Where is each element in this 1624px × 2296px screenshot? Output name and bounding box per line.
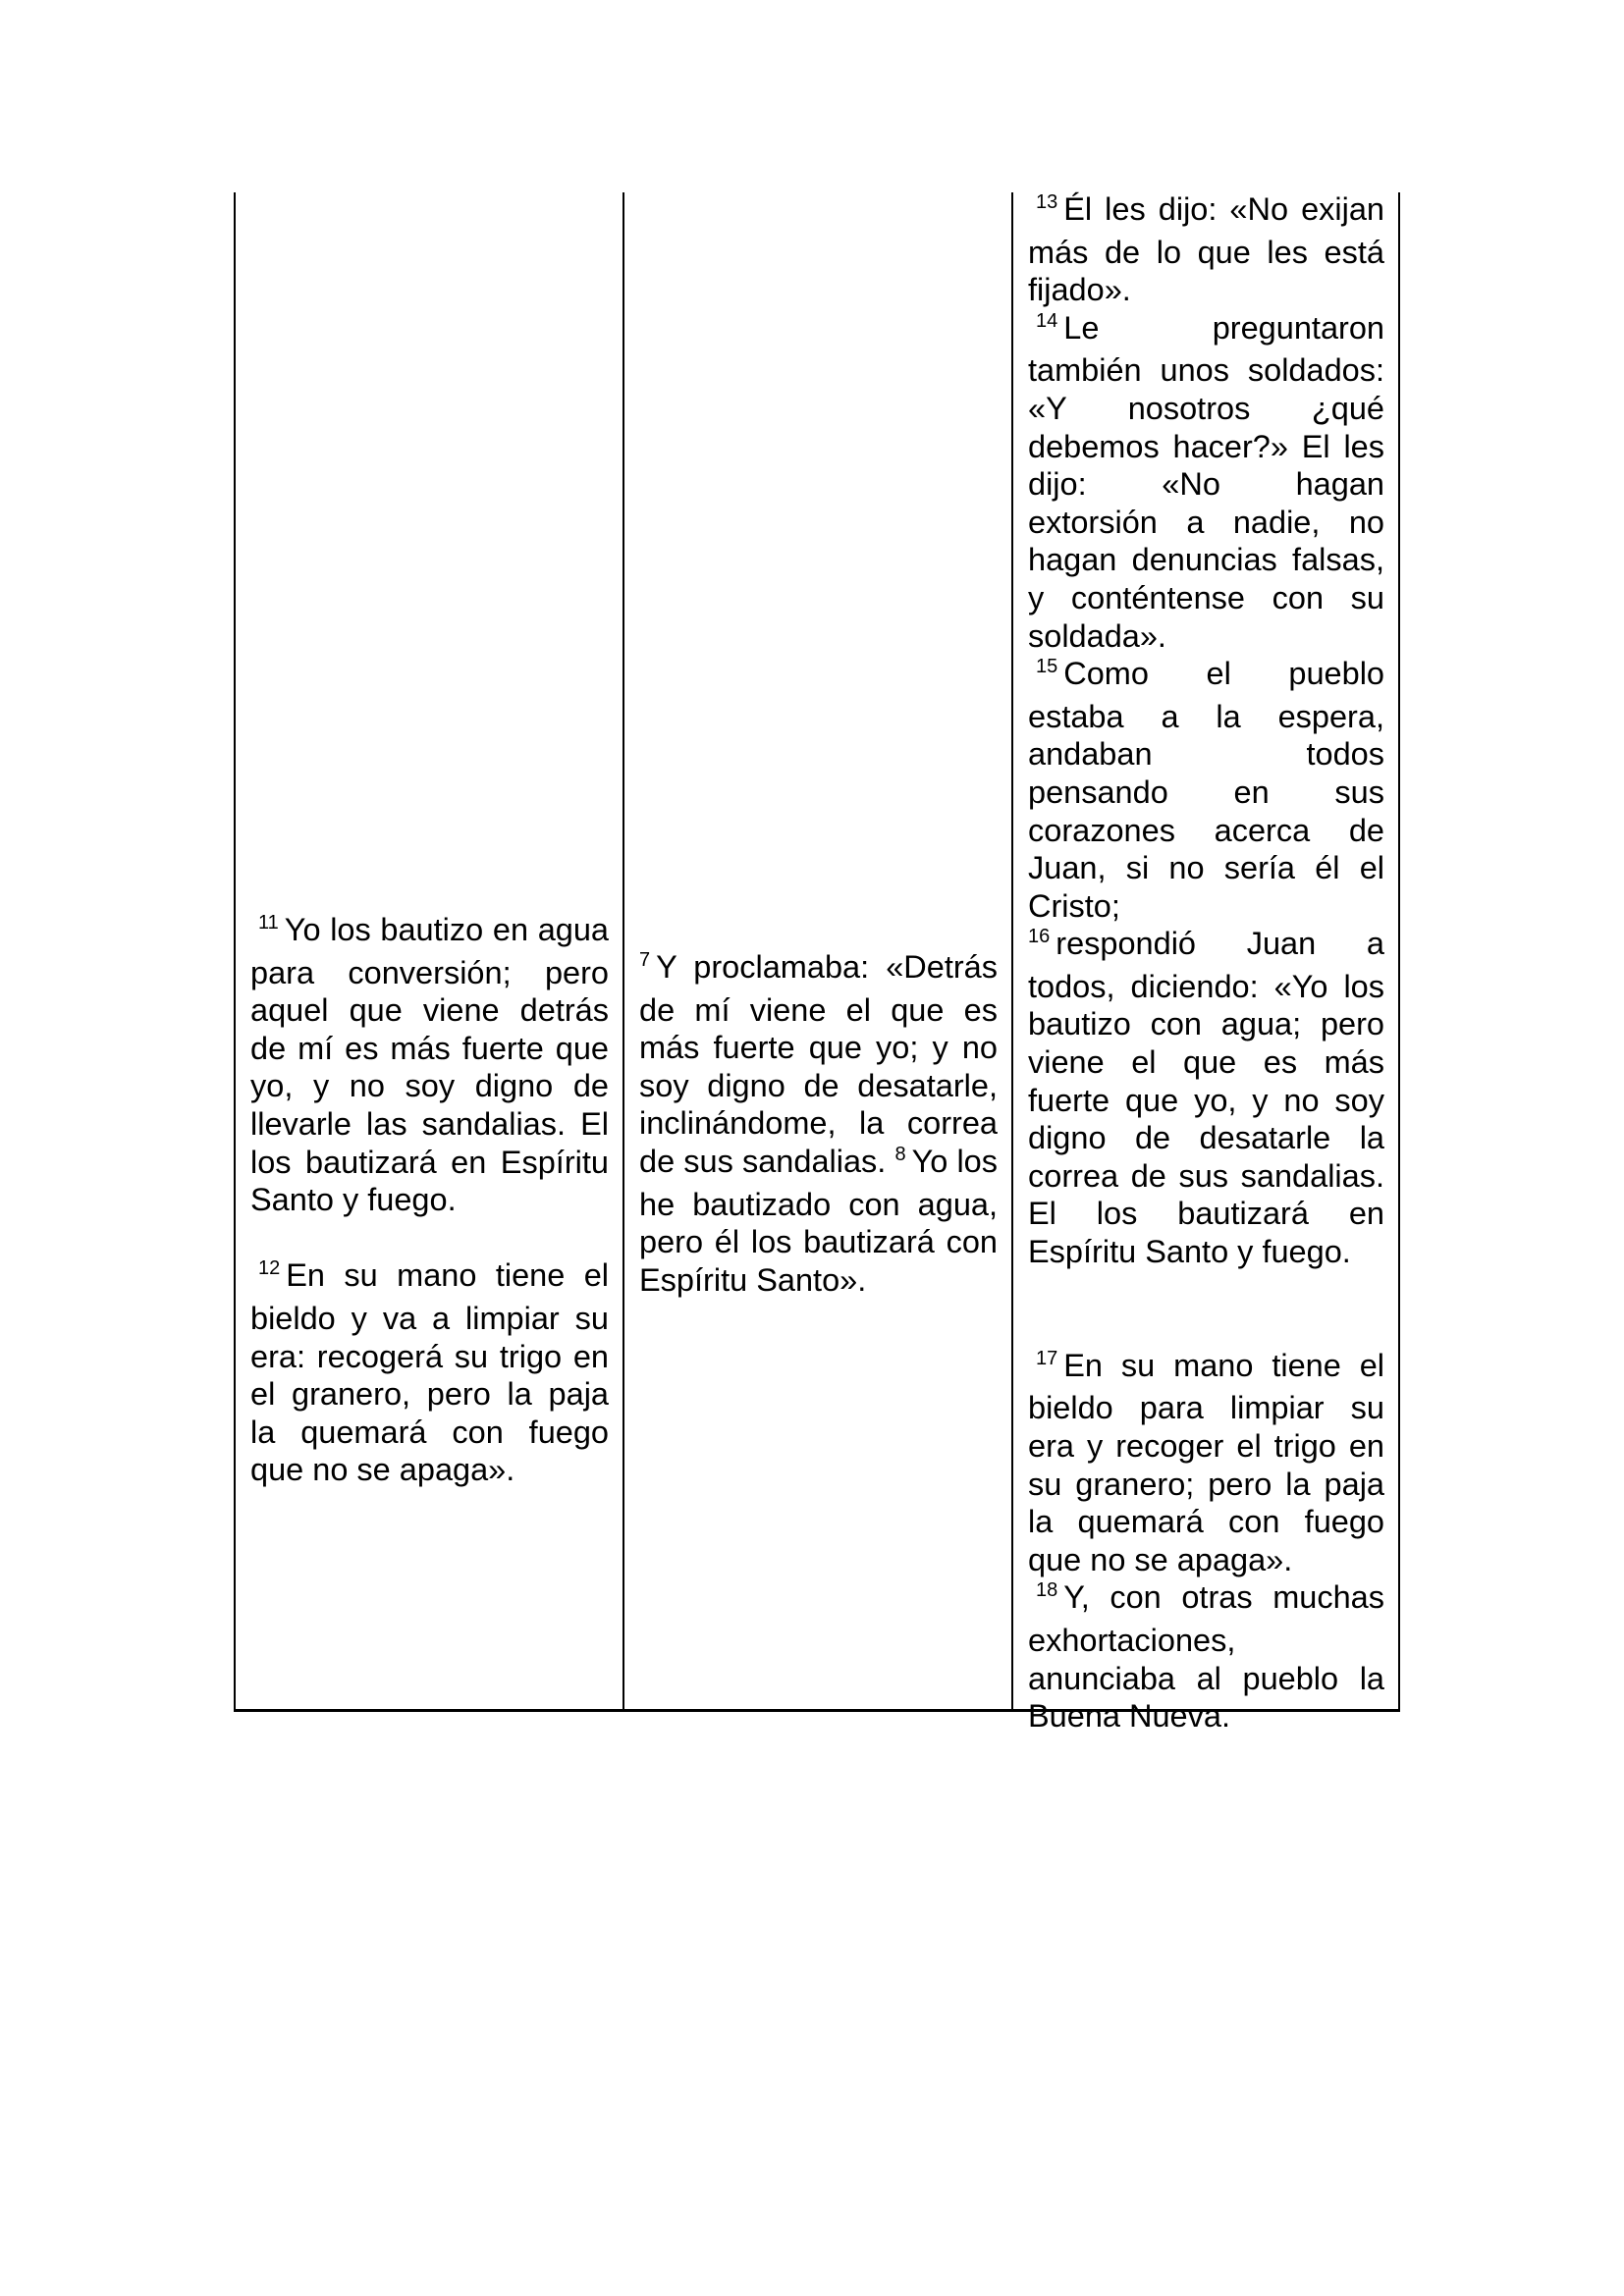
verse-number: 8 <box>894 1143 906 1165</box>
verse-7-8 <box>639 948 998 1299</box>
verse-text: Él les dijo: «No exijan más de lo que les está fijado». <box>1028 191 1384 308</box>
verse-number: 18 <box>1036 1579 1058 1602</box>
verse-text: respondió Juan a todos, diciendo: «Yo los bautizo con agua; pero viene el que es más fuerte que yo, y no soy digno de desatarle la correa de sus sandalias. El los bautizará en Espíritu Santo y fuego. <box>1028 926 1384 1270</box>
verse-14 <box>1028 309 1384 655</box>
verse-text: Y, con otras muchas exhortaciones, anunciaba al pueblo la Buena Nueva. <box>1028 1579 1384 1735</box>
verse-number: 17 <box>1036 1347 1058 1369</box>
verse-number: 7 <box>639 949 651 971</box>
verse-block <box>639 948 998 1299</box>
table-column-middle <box>624 192 1013 1709</box>
table-column-right <box>1013 191 1398 1735</box>
verse-text: Yo los bautizo en agua para conversión; pero aquel que viene detrás de mí es más fuerte que yo, y no soy digno de llevarle las sandalias. El los bautizará en Espíritu Santo y fuego. <box>250 912 609 1218</box>
verse-number: 11 <box>258 912 279 934</box>
verse-11 <box>250 911 609 1219</box>
verse-block <box>1028 190 1384 1735</box>
verse-17 <box>1028 1347 1384 1579</box>
table-column-left <box>236 192 624 1709</box>
verse-number: 15 <box>1036 656 1058 678</box>
verse-16 <box>1028 925 1384 1270</box>
verse-15 <box>1028 655 1384 925</box>
verse-18 <box>1028 1578 1384 1735</box>
verse-number: 14 <box>1036 309 1058 332</box>
verse-number: 12 <box>258 1257 281 1280</box>
verse-block <box>250 911 609 1489</box>
verse-text: Le preguntaron también unos soldados: «Y nosotros ¿qué debemos hacer?» El les dijo: «No hagan extorsión a nadie, no hagan denuncias falsas, y conténtense con su soldada». <box>1028 309 1384 654</box>
verse-number: 16 <box>1028 926 1051 948</box>
verse-text: Yo los he bautizado con agua, pero él los bautizará con Espíritu Santo». <box>639 1143 998 1298</box>
verse-text: En su mano tiene el bieldo para limpiar su era y recoger el trigo en su granero; pero la paja la quemará con fuego que no se apaga». <box>1028 1347 1384 1577</box>
verse-text: Y proclamaba: «Detrás de mí viene el que es más fuerte que yo; y no soy digno de desatarle, inclinándome, la correa de sus sandalias. <box>639 949 998 1179</box>
verse-number: 13 <box>1036 191 1058 213</box>
verse-text: Como el pueblo estaba a la espera, andaban todos pensando en sus corazones acerca de Juan, si no sería él el Cristo; <box>1028 656 1384 924</box>
verse-text: En su mano tiene el bieldo y va a limpiar su era: recogerá su trigo en el granero, pero la paja la quemará con fuego que no se apaga». <box>250 1257 609 1488</box>
verse-12 <box>250 1256 609 1489</box>
verse-13 <box>1028 190 1384 309</box>
comparison-table <box>234 191 1400 1735</box>
